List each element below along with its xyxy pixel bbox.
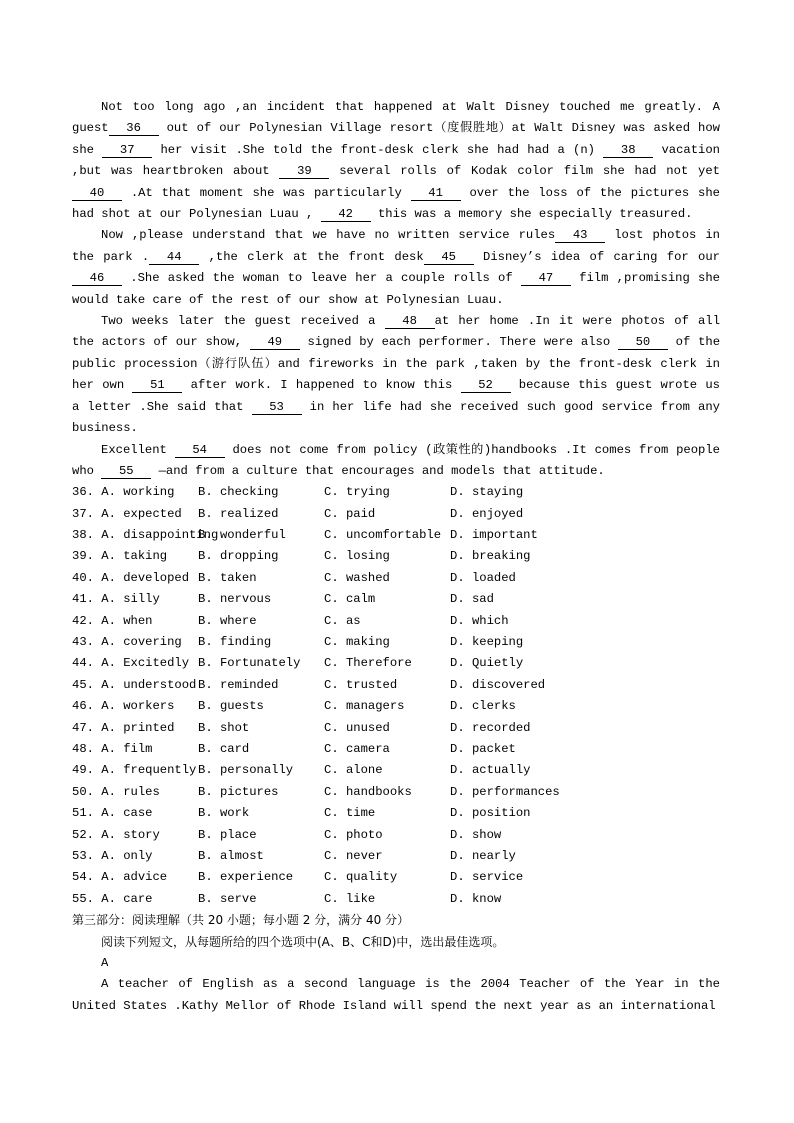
passage-text: Excellent xyxy=(101,442,175,457)
option-row xyxy=(72,504,720,525)
option-d: D. keeping xyxy=(450,635,524,650)
passage-label: A xyxy=(101,955,109,970)
blank-42: 42 xyxy=(321,207,371,222)
reading-passage-text: A teacher of English as a second language is the 2004 Teacher of the Year in the United States .Kathy Mellor of Rhode Island will spend the next year as an international xyxy=(72,977,720,1013)
option-a: 48. A. film xyxy=(72,742,153,756)
option-row xyxy=(72,867,720,888)
option-a: 46. A. workers xyxy=(72,699,175,714)
option-d: D. important xyxy=(450,528,538,543)
option-b: B. Fortunately xyxy=(198,656,301,671)
section-instruction: 阅读下列短文，从每题所给的四个选项中(A、B、C和D)中，选出最佳选项。 xyxy=(101,934,505,949)
passage-text: because this guest wrote us a letter .She said that xyxy=(72,378,720,414)
option-a: 40. A. developed xyxy=(72,570,190,585)
blank-52: 52 xyxy=(461,378,511,393)
option-c: C. never xyxy=(324,848,383,863)
section-title: 第三部分：阅读理解（共 20 小题；每小题 2 分，满分 40 分） xyxy=(72,913,410,928)
passage-text: Two weeks later the guest received a xyxy=(101,314,385,329)
passage-text: film ,promising she would take care of the rest of our show at Polynesian Luau. xyxy=(72,271,720,307)
passage-text: —and from a culture that encourages and models that attitude. xyxy=(151,463,605,478)
blank-46: 46 xyxy=(72,271,122,286)
option-c: C. quality xyxy=(324,870,398,885)
option-c: C. handbooks xyxy=(324,784,412,799)
document-page xyxy=(72,97,720,1017)
passage-text: signed by each performer. There were also xyxy=(299,335,618,350)
option-b: B. finding xyxy=(198,635,272,650)
passage-text: her visit .She told the front-desk clerk she had had a (n) xyxy=(152,142,604,157)
option-d: D. packet xyxy=(450,742,516,756)
option-c: C. photo xyxy=(324,827,383,842)
option-row xyxy=(72,568,720,589)
passage-text: vacation ,but was heartbroken about xyxy=(72,142,720,179)
option-b: B. dropping xyxy=(198,549,279,564)
option-a: 55. A. care xyxy=(72,891,153,906)
option-b: B. reminded xyxy=(198,677,279,692)
option-row xyxy=(72,825,720,846)
option-row xyxy=(72,803,720,824)
option-c: C. as xyxy=(324,613,361,628)
option-c: C. managers xyxy=(324,699,405,714)
passage-text: of the public procession（游行队伍）and fireworks in the park ,taken by the front-desk clerk in her own xyxy=(72,335,721,393)
option-d: D. clerks xyxy=(450,699,516,714)
option-row xyxy=(72,846,720,867)
option-row xyxy=(72,718,720,739)
option-a: 44. A. Excitedly xyxy=(72,656,190,671)
blank-47: 47 xyxy=(521,271,571,286)
option-b: B. guests xyxy=(198,699,264,714)
blank-38: 38 xyxy=(603,143,653,158)
passage-text: ,the clerk at the front desk xyxy=(199,249,424,264)
option-b: B. place xyxy=(198,827,257,842)
blank-44: 44 xyxy=(149,250,199,265)
option-d: D. which xyxy=(450,613,509,628)
blank-41: 41 xyxy=(411,186,461,201)
blank-36: 36 xyxy=(109,121,159,136)
option-b: B. shot xyxy=(198,720,250,735)
option-c: C. washed xyxy=(324,570,390,585)
option-d: D. position xyxy=(450,806,531,821)
option-a: 49. A. frequently xyxy=(72,763,197,778)
option-d: D. loaded xyxy=(450,570,516,585)
options-list xyxy=(72,482,720,910)
passage-text: out of our Polynesian Village resort（度假胜地）at Walt Disney was asked how she xyxy=(72,121,720,157)
option-d: D. Quietly xyxy=(450,656,524,671)
passage-text: several rolls of Kodak color film she had not yet xyxy=(329,164,720,179)
passage-text: lost photos in the park . xyxy=(72,228,720,264)
option-row xyxy=(72,739,720,760)
passage-text: over the loss of the pictures she had shot at our Polynesian Luau , xyxy=(72,185,720,222)
option-row xyxy=(72,696,720,717)
option-c: C. losing xyxy=(324,549,390,564)
option-b: B. serve xyxy=(198,891,257,906)
option-row xyxy=(72,675,720,696)
passage-text: Not too long ago ,an incident that happened at Walt Disney touched me greatly. A guest xyxy=(72,100,720,136)
blank-40: 40 xyxy=(72,186,122,201)
passage-text: in her life had she received such good service from any business. xyxy=(72,399,720,436)
option-b: B. work xyxy=(198,806,250,821)
blank-53: 53 xyxy=(252,400,302,415)
passage-text: at her home .In it were photos of all the actors of our show, xyxy=(72,314,721,350)
passage-text: this was a memory she especially treasured. xyxy=(370,207,693,222)
option-row xyxy=(72,589,720,610)
passage-text: does not come from policy (政策性的)handbooks .It comes from people who xyxy=(72,442,720,478)
option-a: 37. A. expected xyxy=(72,506,182,521)
cloze-passage xyxy=(72,97,720,482)
option-row xyxy=(72,760,720,781)
option-row xyxy=(72,611,720,632)
option-a: 54. A. advice xyxy=(72,870,168,885)
blank-39: 39 xyxy=(279,164,329,179)
option-b: B. taken xyxy=(198,570,257,585)
passage-text: Now ,please understand that we have no written service rules xyxy=(101,228,556,243)
option-row xyxy=(72,546,720,567)
option-c: C. like xyxy=(324,891,376,906)
passage-paragraph xyxy=(72,225,720,311)
option-b: B. checking xyxy=(198,485,279,500)
passage-text: Disney’s idea of caring for our xyxy=(473,249,720,264)
option-a: 50. A. rules xyxy=(72,784,160,799)
option-c: C. unused xyxy=(324,720,390,735)
option-a: 41. A. silly xyxy=(72,592,160,607)
option-c: C. calm xyxy=(324,592,376,607)
option-b: B. experience xyxy=(198,870,294,885)
option-c: C. making xyxy=(324,635,390,650)
option-d: D. show xyxy=(450,827,502,842)
option-b: B. card xyxy=(198,742,250,756)
option-d: D. enjoyed xyxy=(450,506,524,521)
option-row xyxy=(72,525,720,546)
blank-45: 45 xyxy=(424,250,474,265)
option-b: B. pictures xyxy=(198,784,279,799)
option-a: 42. A. when xyxy=(72,613,153,628)
option-d: D. service xyxy=(450,870,524,885)
option-a: 43. A. covering xyxy=(72,635,182,650)
option-d: D. sad xyxy=(450,592,494,607)
option-b: B. realized xyxy=(198,506,279,521)
passage-text: .She asked the woman to leave her a couple rolls of xyxy=(122,271,521,286)
blank-43: 43 xyxy=(555,228,605,243)
option-d: D. actually xyxy=(450,763,531,778)
blank-50: 50 xyxy=(618,335,668,350)
option-c: C. time xyxy=(324,806,376,821)
blank-49: 49 xyxy=(250,335,300,350)
option-d: D. recorded xyxy=(450,720,531,735)
option-row xyxy=(72,482,720,503)
option-b: B. personally xyxy=(198,763,294,778)
option-d: D. performances xyxy=(450,784,560,799)
option-b: B. where xyxy=(198,613,257,628)
option-c: C. camera xyxy=(324,742,390,756)
option-a: 36. A. working xyxy=(72,485,175,500)
option-a: 45. A. understood xyxy=(72,677,197,692)
option-c: C. uncomfortable xyxy=(324,528,442,543)
passage-text: .At that moment she was particularly xyxy=(122,185,411,200)
option-a: 51. A. case xyxy=(72,806,153,821)
passage-paragraph xyxy=(72,311,720,439)
option-c: C. paid xyxy=(324,506,376,521)
option-c: C. alone xyxy=(324,763,383,778)
option-a: 38. A. disappointing xyxy=(72,528,219,543)
option-d: D. discovered xyxy=(450,677,546,692)
option-d: D. breaking xyxy=(450,549,531,564)
blank-48: 48 xyxy=(385,314,435,329)
option-row xyxy=(72,782,720,803)
option-a: 53. A. only xyxy=(72,848,153,863)
blank-37: 37 xyxy=(102,143,152,158)
option-b: B. nervous xyxy=(198,592,272,607)
passage-paragraph xyxy=(72,97,720,225)
blank-51: 51 xyxy=(132,378,182,393)
option-d: D. know xyxy=(450,891,502,906)
option-d: D. nearly xyxy=(450,848,516,863)
option-c: C. trusted xyxy=(324,677,398,692)
option-d: D. staying xyxy=(450,485,524,500)
option-row xyxy=(72,889,720,910)
passage-text: after work. I happened to know this xyxy=(182,378,461,393)
option-a: 52. A. story xyxy=(72,827,160,842)
blank-55: 55 xyxy=(101,464,151,479)
option-b: B. wonderful xyxy=(198,528,286,543)
option-row xyxy=(72,632,720,653)
option-b: B. almost xyxy=(198,848,264,863)
option-c: C. Therefore xyxy=(324,656,412,671)
option-c: C. trying xyxy=(324,485,390,500)
option-a: 47. A. printed xyxy=(72,720,175,735)
blank-54: 54 xyxy=(175,443,225,458)
option-a: 39. A. taking xyxy=(72,549,168,564)
passage-paragraph xyxy=(72,440,720,483)
option-row xyxy=(72,653,720,674)
